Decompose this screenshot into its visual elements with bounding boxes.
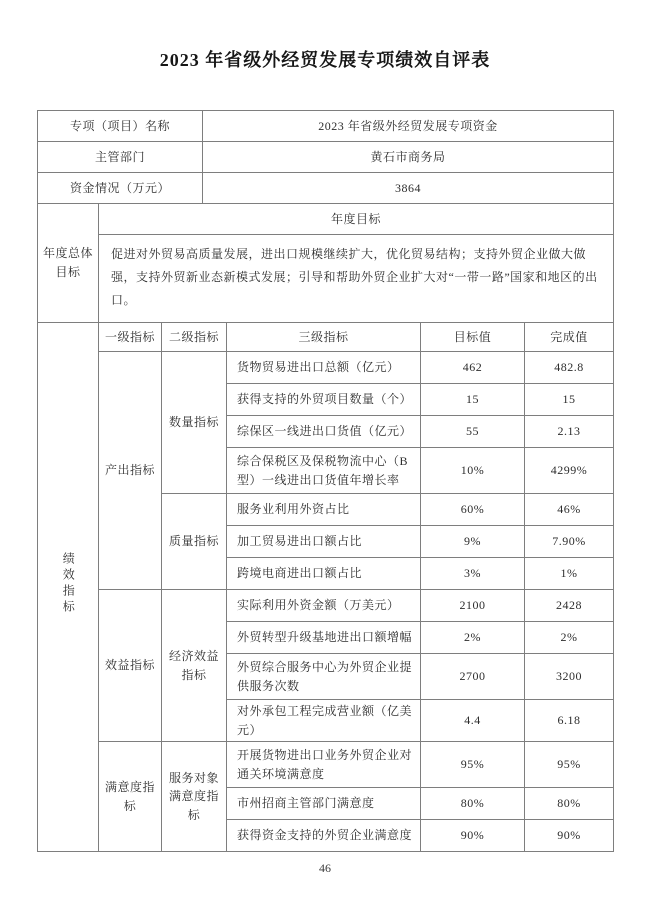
actual-value: 80% xyxy=(525,788,614,820)
indicator-name: 获得资金支持的外贸企业满意度 xyxy=(227,820,421,852)
target-value: 2100 xyxy=(421,590,525,622)
target-value: 3% xyxy=(421,558,525,590)
indicator-name: 市州招商主管部门满意度 xyxy=(227,788,421,820)
target-value: 60% xyxy=(421,494,525,526)
col-header-target: 目标值 xyxy=(421,323,525,352)
actual-value: 46% xyxy=(525,494,614,526)
target-value: 2% xyxy=(421,622,525,654)
info-row xyxy=(38,111,614,142)
target-value: 15 xyxy=(421,384,525,416)
annual-goal-text: 促进对外贸易高质量发展，进出口规模继续扩大，优化贸易结构；支持外贸企业做大做强，支持外贸新业态新模式发展；引导和帮助外贸企业扩大对“一带一路”国家和地区的出口。 xyxy=(99,235,614,323)
target-value: 80% xyxy=(421,788,525,820)
indicator-name: 开展货物进出口业务外贸企业对通关环境满意度 xyxy=(227,742,421,788)
level1-benefit-indicators: 效益指标 xyxy=(99,590,162,742)
evaluation-table xyxy=(37,110,614,852)
funding-value: 3864 xyxy=(203,173,614,204)
indicator-row xyxy=(38,590,614,622)
indicator-header-row xyxy=(38,323,614,352)
level1-output-indicators: 产出指标 xyxy=(99,352,162,590)
info-row xyxy=(38,142,614,173)
page-number: 46 xyxy=(319,861,331,876)
info-table xyxy=(37,110,614,204)
info-row xyxy=(38,173,614,204)
indicator-name: 外贸转型升级基地进出口额增幅 xyxy=(227,622,421,654)
indicator-name: 对外承包工程完成营业额（亿美元） xyxy=(227,700,421,742)
department-label: 主管部门 xyxy=(38,142,203,173)
indicator-name: 货物贸易进出口总额（亿元） xyxy=(227,352,421,384)
annual-goal-text-row xyxy=(38,235,614,323)
indicator-name: 实际利用外资金额（万美元） xyxy=(227,590,421,622)
level2-quantity-indicators: 数量指标 xyxy=(162,352,227,494)
level2-economic-benefit-indicators: 经济效益指标 xyxy=(162,590,227,742)
target-value: 95% xyxy=(421,742,525,788)
target-value: 4.4 xyxy=(421,700,525,742)
funding-label: 资金情况（万元） xyxy=(38,173,203,204)
annual-goal-table xyxy=(37,203,614,323)
indicator-table xyxy=(37,322,614,852)
actual-value: 7.90% xyxy=(525,526,614,558)
target-value: 2700 xyxy=(421,654,525,700)
target-value: 10% xyxy=(421,448,525,494)
indicator-row xyxy=(38,352,614,384)
target-value: 462 xyxy=(421,352,525,384)
target-value: 55 xyxy=(421,416,525,448)
performance-indicator-cell xyxy=(38,323,99,852)
indicator-name: 获得支持的外贸项目数量（个） xyxy=(227,384,421,416)
level2-quality-indicators: 质量指标 xyxy=(162,494,227,590)
department-value: 黄石市商务局 xyxy=(203,142,614,173)
level1-satisfaction-indicators: 满意度指标 xyxy=(99,742,162,852)
annual-goal-header: 年度目标 xyxy=(99,204,614,235)
col-header-level3: 三级指标 xyxy=(227,323,421,352)
indicator-name: 跨境电商进出口额占比 xyxy=(227,558,421,590)
performance-indicator-label: 绩效指标 xyxy=(61,552,76,617)
actual-value: 6.18 xyxy=(525,700,614,742)
actual-value: 2428 xyxy=(525,590,614,622)
actual-value: 1% xyxy=(525,558,614,590)
indicator-name: 加工贸易进出口额占比 xyxy=(227,526,421,558)
doc-title: 2023 年省级外经贸发展专项绩效自评表 xyxy=(159,50,491,70)
actual-value: 15 xyxy=(525,384,614,416)
level2-service-target-satisfaction: 服务对象满意度指标 xyxy=(162,742,227,852)
indicator-name: 综合保税区及保税物流中心（B 型）一线进出口货值年增长率 xyxy=(227,448,421,494)
indicator-name: 综保区一线进出口货值（亿元） xyxy=(227,416,421,448)
col-header-level2: 二级指标 xyxy=(162,323,227,352)
col-header-level1: 一级指标 xyxy=(99,323,162,352)
target-value: 90% xyxy=(421,820,525,852)
project-name-value: 2023 年省级外经贸发展专项资金 xyxy=(203,111,614,142)
actual-value: 90% xyxy=(525,820,614,852)
col-header-actual: 完成值 xyxy=(525,323,614,352)
actual-value: 2% xyxy=(525,622,614,654)
actual-value: 4299% xyxy=(525,448,614,494)
indicator-row xyxy=(38,742,614,788)
target-value: 9% xyxy=(421,526,525,558)
indicator-name: 外贸综合服务中心为外贸企业提供服务次数 xyxy=(227,654,421,700)
actual-value: 95% xyxy=(525,742,614,788)
annual-goal-header-row xyxy=(38,204,614,235)
project-name-label: 专项（项目）名称 xyxy=(38,111,203,142)
annual-goal-row-label: 年度总体目标 xyxy=(38,204,99,323)
actual-value: 3200 xyxy=(525,654,614,700)
indicator-name: 服务业利用外资占比 xyxy=(227,494,421,526)
actual-value: 482.8 xyxy=(525,352,614,384)
actual-value: 2.13 xyxy=(525,416,614,448)
